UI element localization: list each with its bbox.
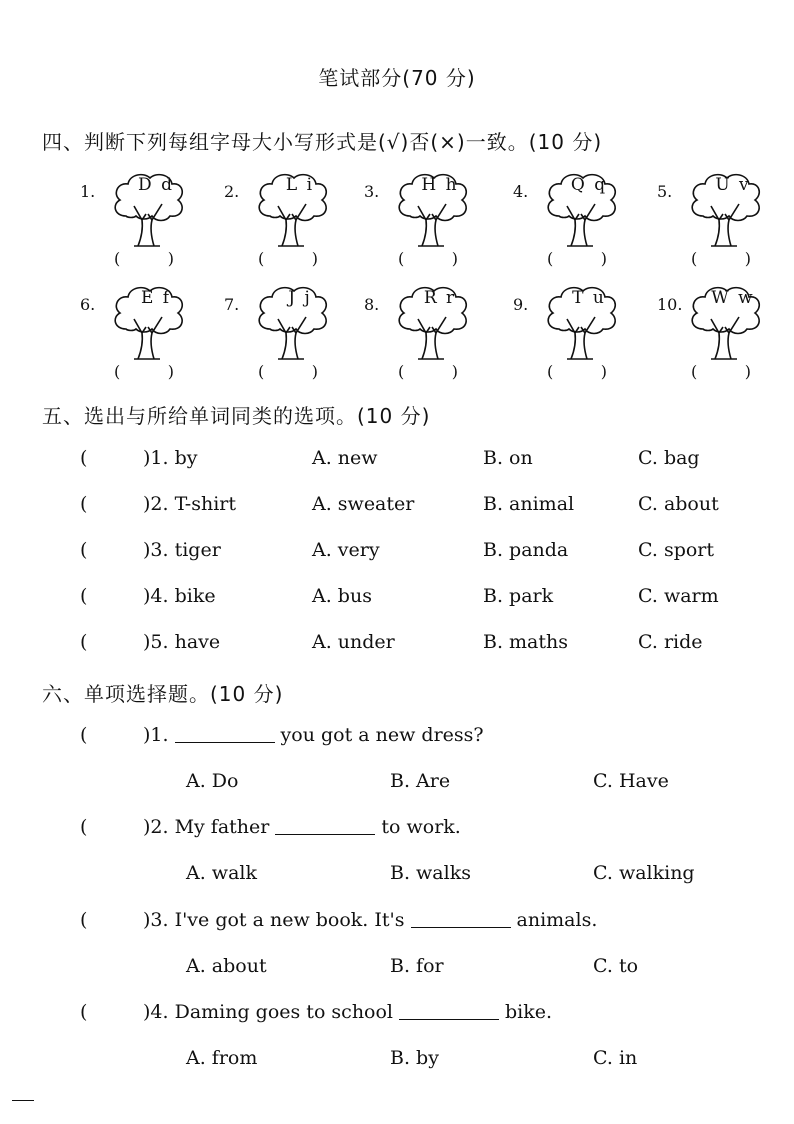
option-a: A. very — [312, 539, 380, 561]
paren-close: ) — [600, 249, 607, 268]
question-word: )5. have — [143, 631, 221, 653]
option-c: C. bag — [638, 447, 700, 469]
option-b: B. panda — [483, 539, 569, 561]
letter-tree-item — [80, 170, 220, 270]
item-number: 2. — [224, 182, 240, 201]
question-row — [0, 724, 794, 750]
question-text: )3. I've got a new book. It's — [143, 909, 405, 931]
question-word: )3. tiger — [143, 539, 221, 561]
paren-open: ( — [258, 362, 265, 381]
paren-open: ( — [398, 362, 405, 381]
option-b: B. animal — [483, 493, 575, 515]
item-number: 7. — [224, 295, 240, 314]
question-word: )4. bike — [143, 585, 216, 607]
answer-paren[interactable]: ( — [80, 585, 88, 607]
paren-close: ) — [311, 362, 318, 381]
option-b: B. park — [483, 585, 554, 607]
letter-pair: E f — [140, 288, 172, 308]
answer-paren[interactable] — [114, 362, 174, 381]
option-a: A. under — [312, 631, 395, 653]
answer-paren[interactable]: ( — [80, 539, 88, 561]
answer-paren[interactable] — [547, 249, 607, 268]
section-5-heading: 五、选出与所给单词同类的选项。(10 分) — [42, 404, 431, 428]
option-a: A. new — [312, 447, 378, 469]
option-b: B. walks — [390, 862, 471, 884]
answer-paren[interactable] — [258, 362, 318, 381]
paren-close: ) — [311, 249, 318, 268]
item-number: 1. — [80, 182, 96, 201]
item-number: 8. — [364, 295, 380, 314]
letter-pair: D d — [138, 175, 174, 195]
option-b: B. by — [390, 1047, 439, 1069]
question-text: )1. — [143, 724, 169, 746]
letter-pair: R r — [423, 288, 457, 308]
option-c: C. in — [593, 1047, 638, 1069]
paren-open: ( — [114, 249, 121, 268]
option-c: C. about — [638, 493, 719, 515]
answer-paren[interactable]: ( — [80, 1001, 88, 1023]
list-item — [0, 585, 794, 611]
letter-pair: Q q — [570, 175, 608, 195]
option-c: C. Have — [593, 770, 669, 792]
answer-paren[interactable] — [547, 362, 607, 381]
answer-paren[interactable] — [114, 249, 174, 268]
answer-paren[interactable] — [258, 249, 318, 268]
answer-paren[interactable]: ( — [80, 909, 88, 931]
question-text: )4. Daming goes to school — [143, 1001, 394, 1023]
paren-open: ( — [114, 362, 121, 381]
answer-paren[interactable]: ( — [80, 631, 88, 653]
item-number: 3. — [364, 182, 380, 201]
list-item — [0, 539, 794, 565]
option-a: A. from — [186, 1047, 258, 1069]
item-number: 5. — [657, 182, 673, 201]
section-4-heading: 四、判断下列每组字母大小写形式是(√)否(×)一致。(10 分) — [42, 130, 603, 154]
paren-open: ( — [258, 249, 265, 268]
letter-pair: T u — [572, 288, 606, 308]
item-number: 6. — [80, 295, 96, 314]
question-text-end: bike. — [505, 1001, 553, 1023]
question-row — [0, 1001, 794, 1027]
option-b: B. Are — [390, 770, 451, 792]
fill-blank[interactable] — [399, 1001, 499, 1020]
option-c: C. to — [593, 955, 639, 977]
answer-paren[interactable] — [398, 362, 458, 381]
list-item — [0, 447, 794, 473]
paren-open: ( — [547, 362, 554, 381]
letter-pair: J j — [288, 288, 312, 308]
letter-tree-item — [224, 170, 364, 270]
page-divider — [12, 1100, 34, 1101]
option-a: A. about — [186, 955, 267, 977]
option-c: C. walking — [593, 862, 695, 884]
letter-tree-item — [513, 170, 653, 270]
paren-close: ) — [167, 362, 174, 381]
paren-close: ) — [451, 362, 458, 381]
letter-tree-item — [80, 283, 220, 383]
question-text-end: you got a new dress? — [280, 724, 484, 746]
answer-paren[interactable]: ( — [80, 724, 88, 746]
option-b: B. maths — [483, 631, 569, 653]
letter-tree-item — [657, 170, 794, 270]
fill-blank[interactable] — [175, 724, 275, 743]
paren-close: ) — [744, 249, 751, 268]
option-b: B. for — [390, 955, 444, 977]
answer-paren[interactable] — [398, 249, 458, 268]
question-word: )1. by — [143, 447, 198, 469]
letter-tree-item — [513, 283, 653, 383]
answer-paren[interactable]: ( — [80, 447, 88, 469]
paren-open: ( — [691, 249, 698, 268]
paren-close: ) — [451, 249, 458, 268]
paren-open: ( — [398, 249, 405, 268]
letter-tree-item — [364, 170, 504, 270]
letter-tree-item — [657, 283, 794, 383]
answer-paren[interactable]: ( — [80, 816, 88, 838]
paren-close: ) — [744, 362, 751, 381]
answer-paren[interactable] — [691, 249, 751, 268]
option-a: A. walk — [186, 862, 257, 884]
letter-pair: W w — [711, 288, 755, 308]
option-c: C. sport — [638, 539, 715, 561]
item-number: 9. — [513, 295, 529, 314]
item-number: 10. — [657, 295, 683, 314]
answer-paren[interactable] — [691, 362, 751, 381]
letter-pair: L i — [285, 175, 315, 195]
option-a: A. sweater — [312, 493, 415, 515]
paren-open: ( — [691, 362, 698, 381]
item-number: 4. — [513, 182, 529, 201]
option-c: C. warm — [638, 585, 719, 607]
option-a: A. bus — [312, 585, 372, 607]
letter-pair: U v — [715, 175, 751, 195]
letter-tree-item — [224, 283, 364, 383]
options-row — [0, 770, 794, 796]
question-word: )2. T-shirt — [143, 493, 237, 515]
options-row — [0, 955, 794, 981]
list-item — [0, 493, 794, 519]
options-row — [0, 1047, 794, 1073]
paren-close: ) — [600, 362, 607, 381]
question-text: )2. My father — [143, 816, 270, 838]
paren-close: ) — [167, 249, 174, 268]
page-title: 笔试部分(70 分) — [318, 66, 476, 90]
option-c: C. ride — [638, 631, 703, 653]
paren-open: ( — [547, 249, 554, 268]
question-row — [0, 909, 794, 935]
answer-paren[interactable]: ( — [80, 493, 88, 515]
fill-blank[interactable] — [411, 909, 511, 928]
question-text-end: animals. — [516, 909, 598, 931]
option-a: A. Do — [186, 770, 239, 792]
section-6-heading: 六、单项选择题。(10 分) — [42, 682, 284, 706]
question-text-end: to work. — [381, 816, 461, 838]
option-b: B. on — [483, 447, 533, 469]
options-row — [0, 862, 794, 888]
letter-tree-item — [364, 283, 504, 383]
fill-blank[interactable] — [275, 816, 375, 835]
question-row — [0, 816, 794, 842]
letter-pair: H h — [421, 175, 459, 195]
list-item — [0, 631, 794, 657]
